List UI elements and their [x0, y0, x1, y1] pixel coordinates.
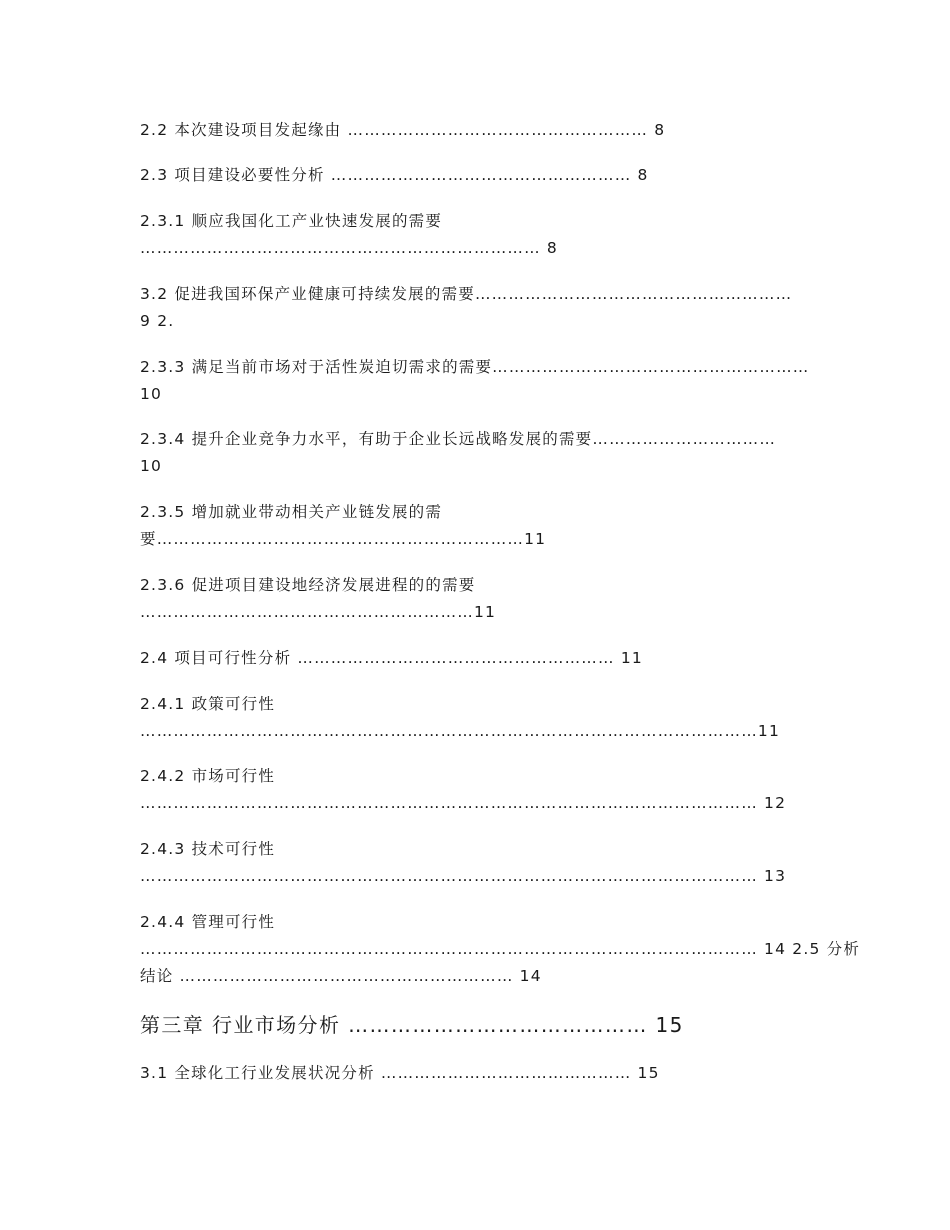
toc-entry-2-4-4-leader[interactable]: ………………………………………………………………………………………………… 14 2.5 分析 — [140, 940, 861, 958]
toc-entry-3-2[interactable]: 3.2 促进我国环保产业健康可持续发展的需要………………………………………………… — [140, 285, 793, 303]
toc-entry-2-4-4[interactable]: 2.4.4 管理可行性 — [140, 913, 276, 931]
toc-entry-2-3-4-page[interactable]: 10 — [140, 457, 163, 475]
toc-entry-2-3-3[interactable]: 2.3.3 满足当前市场对于活性炭迫切需求的需要………………………………………………… — [140, 358, 810, 376]
toc-chapter-3[interactable]: 第三章 行业市场分析 …………………………………… 15 — [140, 1013, 684, 1037]
toc-entry-3-1[interactable]: 3.1 全球化工行业发展状况分析 ……………………………………… 15 — [140, 1064, 660, 1082]
toc-entry-2-4-2-leader[interactable]: ………………………………………………………………………………………………… 12 — [140, 794, 787, 812]
toc-entry-2-3-4[interactable]: 2.3.4 提升企业竞争力水平，有助于企业长远战略发展的需要…………………………… — [140, 430, 777, 448]
toc-entry-2-4-2[interactable]: 2.4.2 市场可行性 — [140, 767, 276, 785]
toc-entry-2-2[interactable]: 2.2 本次建设项目发起缘由 ……………………………………………… 8 — [140, 121, 666, 139]
toc-entry-2-3-5-cont[interactable]: 要…………………………………………………………11 — [140, 530, 547, 548]
toc-entry-2-3-6-leader[interactable]: ……………………………………………………11 — [140, 603, 497, 621]
toc-entry-2-3[interactable]: 2.3 项目建设必要性分析 ……………………………………………… 8 — [140, 166, 649, 184]
toc-entry-2-4-3[interactable]: 2.4.3 技术可行性 — [140, 840, 276, 858]
toc-entry-2-3-1[interactable]: 2.3.1 顺应我国化工产业快速发展的需要 — [140, 212, 443, 230]
toc-entry-3-2-cont[interactable]: 9 2. — [140, 312, 175, 330]
toc-entry-2-4-3-leader[interactable]: ………………………………………………………………………………………………… 13 — [140, 867, 787, 885]
toc-entry-2-3-3-page[interactable]: 10 — [140, 385, 163, 403]
toc-entry-2-4-1-leader[interactable]: …………………………………………………………………………………………………11 — [140, 722, 781, 740]
toc-entry-2-3-6[interactable]: 2.3.6 促进项目建设地经济发展进程的的需要 — [140, 576, 476, 594]
toc-entry-2-3-5[interactable]: 2.3.5 增加就业带动相关产业链发展的需 — [140, 503, 443, 521]
toc-entry-2-4[interactable]: 2.4 项目可行性分析 ………………………………………………… 11 — [140, 649, 643, 667]
toc-entry-2-5[interactable]: 结论 …………………………………………………… 14 — [140, 967, 542, 985]
toc-entry-2-4-1[interactable]: 2.4.1 政策可行性 — [140, 695, 276, 713]
toc-entry-2-3-1-leader[interactable]: ……………………………………………………………… 8 — [140, 239, 558, 257]
